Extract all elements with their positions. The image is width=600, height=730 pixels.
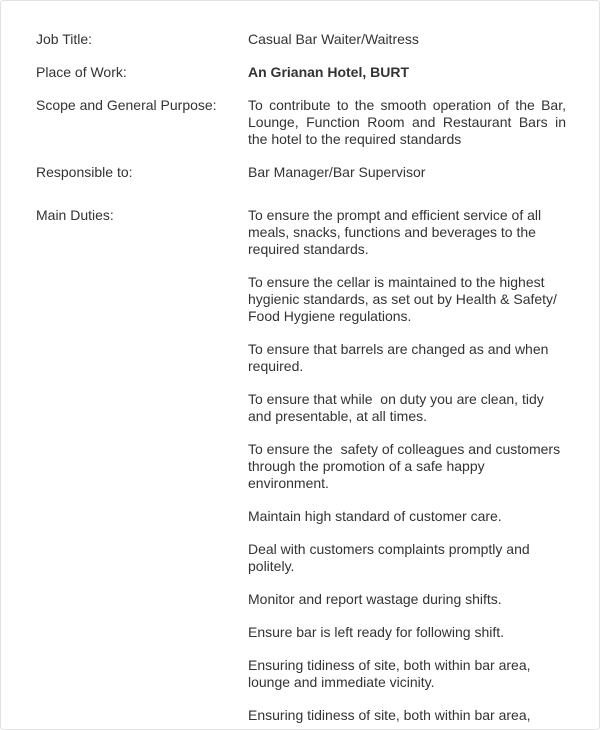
duty-item: Maintain high standard of customer care. (248, 508, 502, 524)
duty-item: Monitor and report wastage during shifts. (248, 591, 502, 607)
duty-item: Ensure bar is left ready for following shift. (248, 624, 505, 640)
duty-item: To ensure the prompt and efficient service of all meals, snacks, functions and beverages to the required standards. (248, 207, 546, 257)
scope-label: Scope and General Purpose: (36, 97, 217, 113)
place-of-work-value: An Grianan Hotel, BURT (248, 64, 410, 80)
duty-item-truncated: Ensuring tidiness of site, both within bar area, (248, 707, 531, 723)
main-duties-section (36, 207, 599, 730)
duty-item: To ensure that barrels are changed as and when required. (248, 341, 553, 374)
job-title-value: Casual Bar Waiter/Waitress (248, 31, 419, 47)
field-row-scope (36, 97, 599, 148)
responsible-to-value: Bar Manager/Bar Supervisor (248, 164, 426, 180)
job-title-label: Job Title: (36, 31, 93, 47)
duty-item: To ensure the cellar is maintained to the highest hygienic standards, as set out by Health & Safety/ Food Hygiene regulations. (248, 274, 561, 324)
duty-item: Ensuring tidiness of site, both within bar area, lounge and immediate vicinity. (248, 657, 535, 690)
place-of-work-label: Place of Work: (36, 64, 127, 80)
main-duties-label: Main Duties: (36, 207, 114, 223)
duty-item: To ensure that while on duty you are clean, tidy and presentable, at all times. (248, 391, 548, 424)
duty-item: Deal with customers complaints promptly and politely. (248, 541, 534, 574)
responsible-to-label: Responsible to: (36, 164, 133, 180)
field-row-place-of-work (36, 64, 599, 81)
field-row-job-title (36, 31, 599, 48)
scope-value: To contribute to the smooth operation of the Bar, Lounge, Function Room and Restaurant Bars in the hotel to the required standards (248, 97, 566, 147)
field-row-responsible-to (36, 164, 599, 181)
main-duties-list (248, 207, 566, 730)
duty-item: To ensure the safety of colleagues and customers through the promotion of a safe happy environment. (248, 441, 564, 491)
